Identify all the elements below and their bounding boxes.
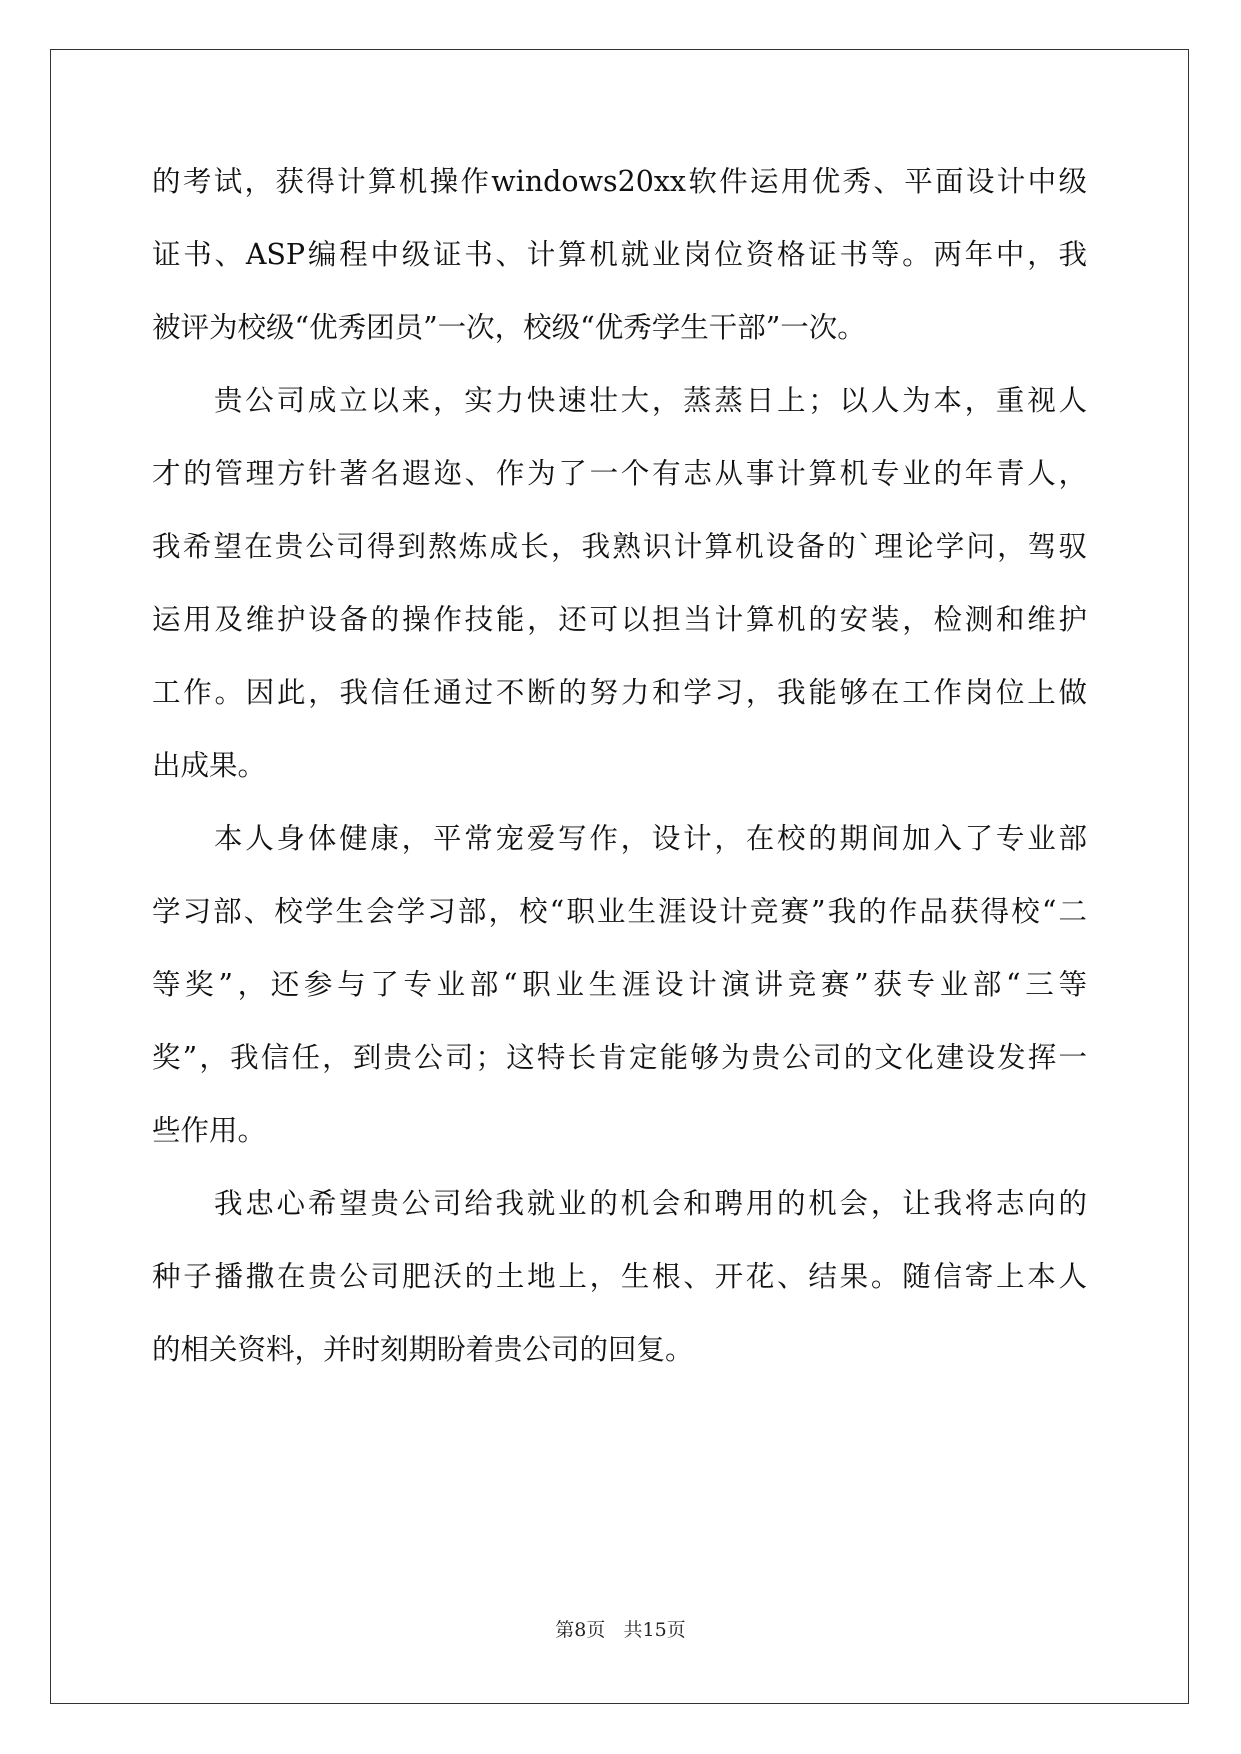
page-border [50,49,1189,1704]
page-total: 共15页 [623,1619,686,1641]
paragraph-first-line: 我忠心希望贵公司给我就业的机会和聘用的机会，让我将志向的 [214,1187,1087,1220]
text-line: 被评为校级“优秀团员”一次，校级“优秀学生干部”一次。 [152,311,866,344]
text-line: 工作。因此，我信任通过不断的努力和学习，我能够在工作岗位上做 [152,676,1087,709]
text-line: 些作用。 [152,1114,267,1147]
text-line: 种子播撒在贵公司肥沃的土地上，生根、开花、结果。随信寄上本人 [152,1260,1087,1293]
text-line: 的相关资料，并时刻期盼着贵公司的回复。 [152,1333,694,1366]
text-line: 学习部、校学生会学习部，校“职业生涯设计竞赛”我的作品获得校“二 [152,895,1087,928]
text-line: 等奖”，还参与了专业部“职业生涯设计演讲竞赛”获专业部“三等 [152,968,1087,1001]
text-line: 奖”，我信任，到贵公司；这特长肯定能够为贵公司的文化建设发挥一 [152,1041,1087,1074]
text-line: 的考试，获得计算机操作windows20xx软件运用优秀、平面设计中级 [152,165,1087,198]
text-line: 才的管理方针著名遐迩、作为了一个有志从事计算机专业的年青人， [152,457,1087,490]
text-line: 运用及维护设备的操作技能，还可以担当计算机的安装，检测和维护 [152,603,1087,636]
text-line: 证书、ASP编程中级证书、计算机就业岗位资格证书等。两年中，我 [152,238,1087,271]
page-number: 第8页 [555,1619,606,1641]
paragraph-first-line: 本人身体健康，平常宠爱写作，设计，在校的期间加入了专业部 [214,822,1087,855]
text-line: 我希望在贵公司得到熬炼成长，我熟识计算机设备的`理论学问，驾驭 [152,530,1087,563]
text-line: 出成果。 [152,749,267,782]
paragraph-first-line: 贵公司成立以来，实力快速壮大，蒸蒸日上；以人为本，重视人 [214,384,1087,417]
page-footer [0,1617,1241,1643]
